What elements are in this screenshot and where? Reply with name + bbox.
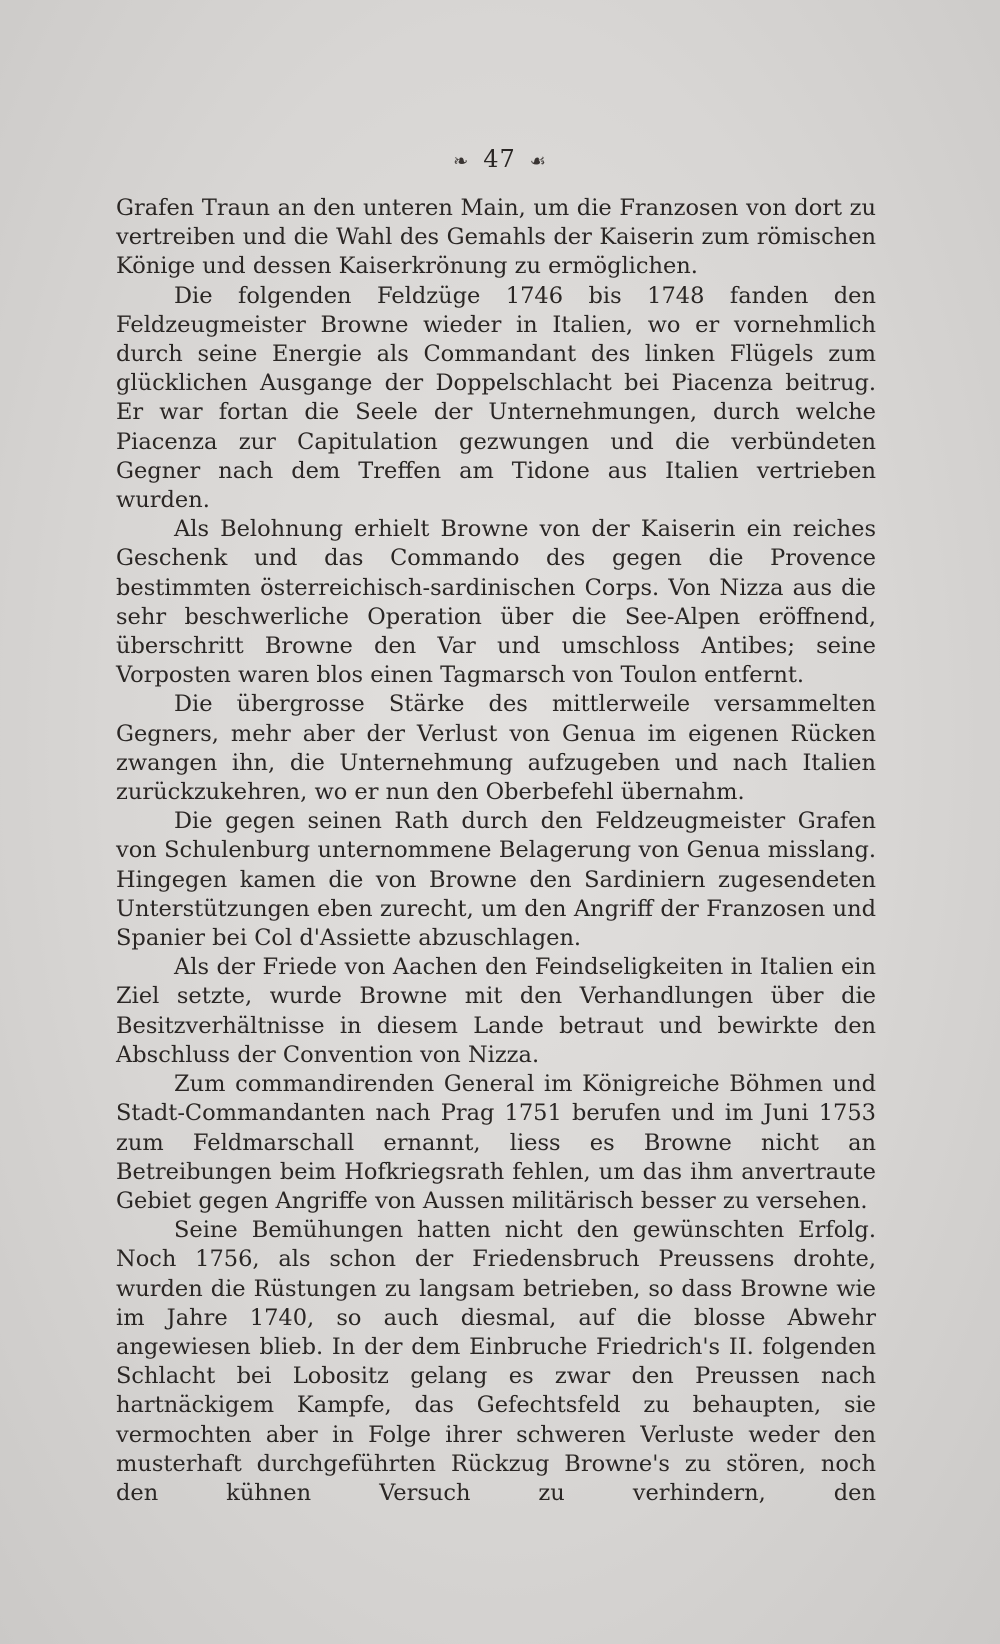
paragraph: Die übergrosse Stärke des mittlerweile versammelten Gegners, mehr aber der Verlust von Genua im eigenen Rücken zwangen ihn, die Unternehmung aufzugeben und nach Italien zurückzukehren, wo er nun den Oberbefehl übernahm. bbox=[116, 691, 876, 806]
paragraph: Seine Bemühungen hatten nicht den gewünschten Erfolg. Noch 1756, als schon der Friedensbruch Preussens drohte, wurden die Rüstungen zu langsam betrieben, so dass Browne wie im Jahre 1740, so auch diesmal, auf die blosse Abwehr angewiesen blieb. In der dem Einbruche Friedrich's II. folgenden Schlacht bei Lobositz gelang es zwar den Preussen nach hartnäckigem Kampfe, das Gefechtsfeld zu behaupten, sie vermochten aber in Folge ihrer schweren Verluste weder den musterhaft durchgeführten Rückzug Browne's zu stören, noch den kühnen Versuch zu verhindern, den bbox=[116, 1217, 876, 1506]
paragraph: Die folgenden Feldzüge 1746 bis 1748 fanden den Feldzeugmeister Browne wieder in Italien, wo er vornehmlich durch seine Energie als Commandant des linken Flügels zum glücklichen Ausgange der Doppelschlacht bei Piacenza beitrug. Er war fortan die Seele der Unternehmungen, durch welche Piacenza zur Capitulation gezwungen und die verbündeten Gegner nach dem Treffen am Tidone aus Italien vertrieben wurden. bbox=[116, 282, 876, 514]
paragraph: Zum commandirenden General im Königreiche Böhmen und Stadt-Commandanten nach Prag 1751 berufen und im Juni 1753 zum Feldmarschall ernannt, liess es Browne nicht an Betreibungen beim Hofkriegsrath fehlen, um das ihm anvertraute Gebiet gegen Angriffe von Aussen militärisch besser zu versehen. bbox=[116, 1071, 876, 1214]
ornament-left-icon: ❧ bbox=[453, 151, 470, 172]
paragraph: Grafen Traun an den unteren Main, um die Franzosen von dort zu vertreiben und die Wahl des Gemahls der Kaiserin zum römischen Könige und dessen Kaiserkrönung zu ermöglichen. bbox=[116, 195, 876, 280]
page-header bbox=[0, 145, 1000, 173]
body-text bbox=[116, 194, 876, 1508]
paragraph: Als Belohnung erhielt Browne von der Kaiserin ein reiches Geschenk und das Commando des gegen die Provence bestimmten österreichisch-sardinischen Corps. Von Nizza aus die sehr beschwerliche Operation über die See-Alpen eröffnend, überschritt Browne den Var und umschloss Antibes; seine Vorposten waren blos einen Tagmarsch von Toulon entfernt. bbox=[116, 516, 876, 689]
page-number: 47 bbox=[483, 145, 516, 173]
paragraph: Die gegen seinen Rath durch den Feldzeugmeister Grafen von Schulenburg unternommene Belagerung von Genua misslang. Hingegen kamen die von Browne den Sardiniern zugesendeten Unterstützungen eben zurecht, um den Angriff der Franzosen und Spanier bei Col d'Assiette abzuschlagen. bbox=[116, 808, 876, 952]
paragraph: Als der Friede von Aachen den Feindseligkeiten in Italien ein Ziel setzte, wurde Browne mit den Verhandlungen über die Besitzverhältnisse in diesem Lande betraut und bewirkte den Abschluss der Convention von Nizza. bbox=[116, 954, 876, 1068]
ornament-right-icon: ☙ bbox=[529, 151, 547, 172]
